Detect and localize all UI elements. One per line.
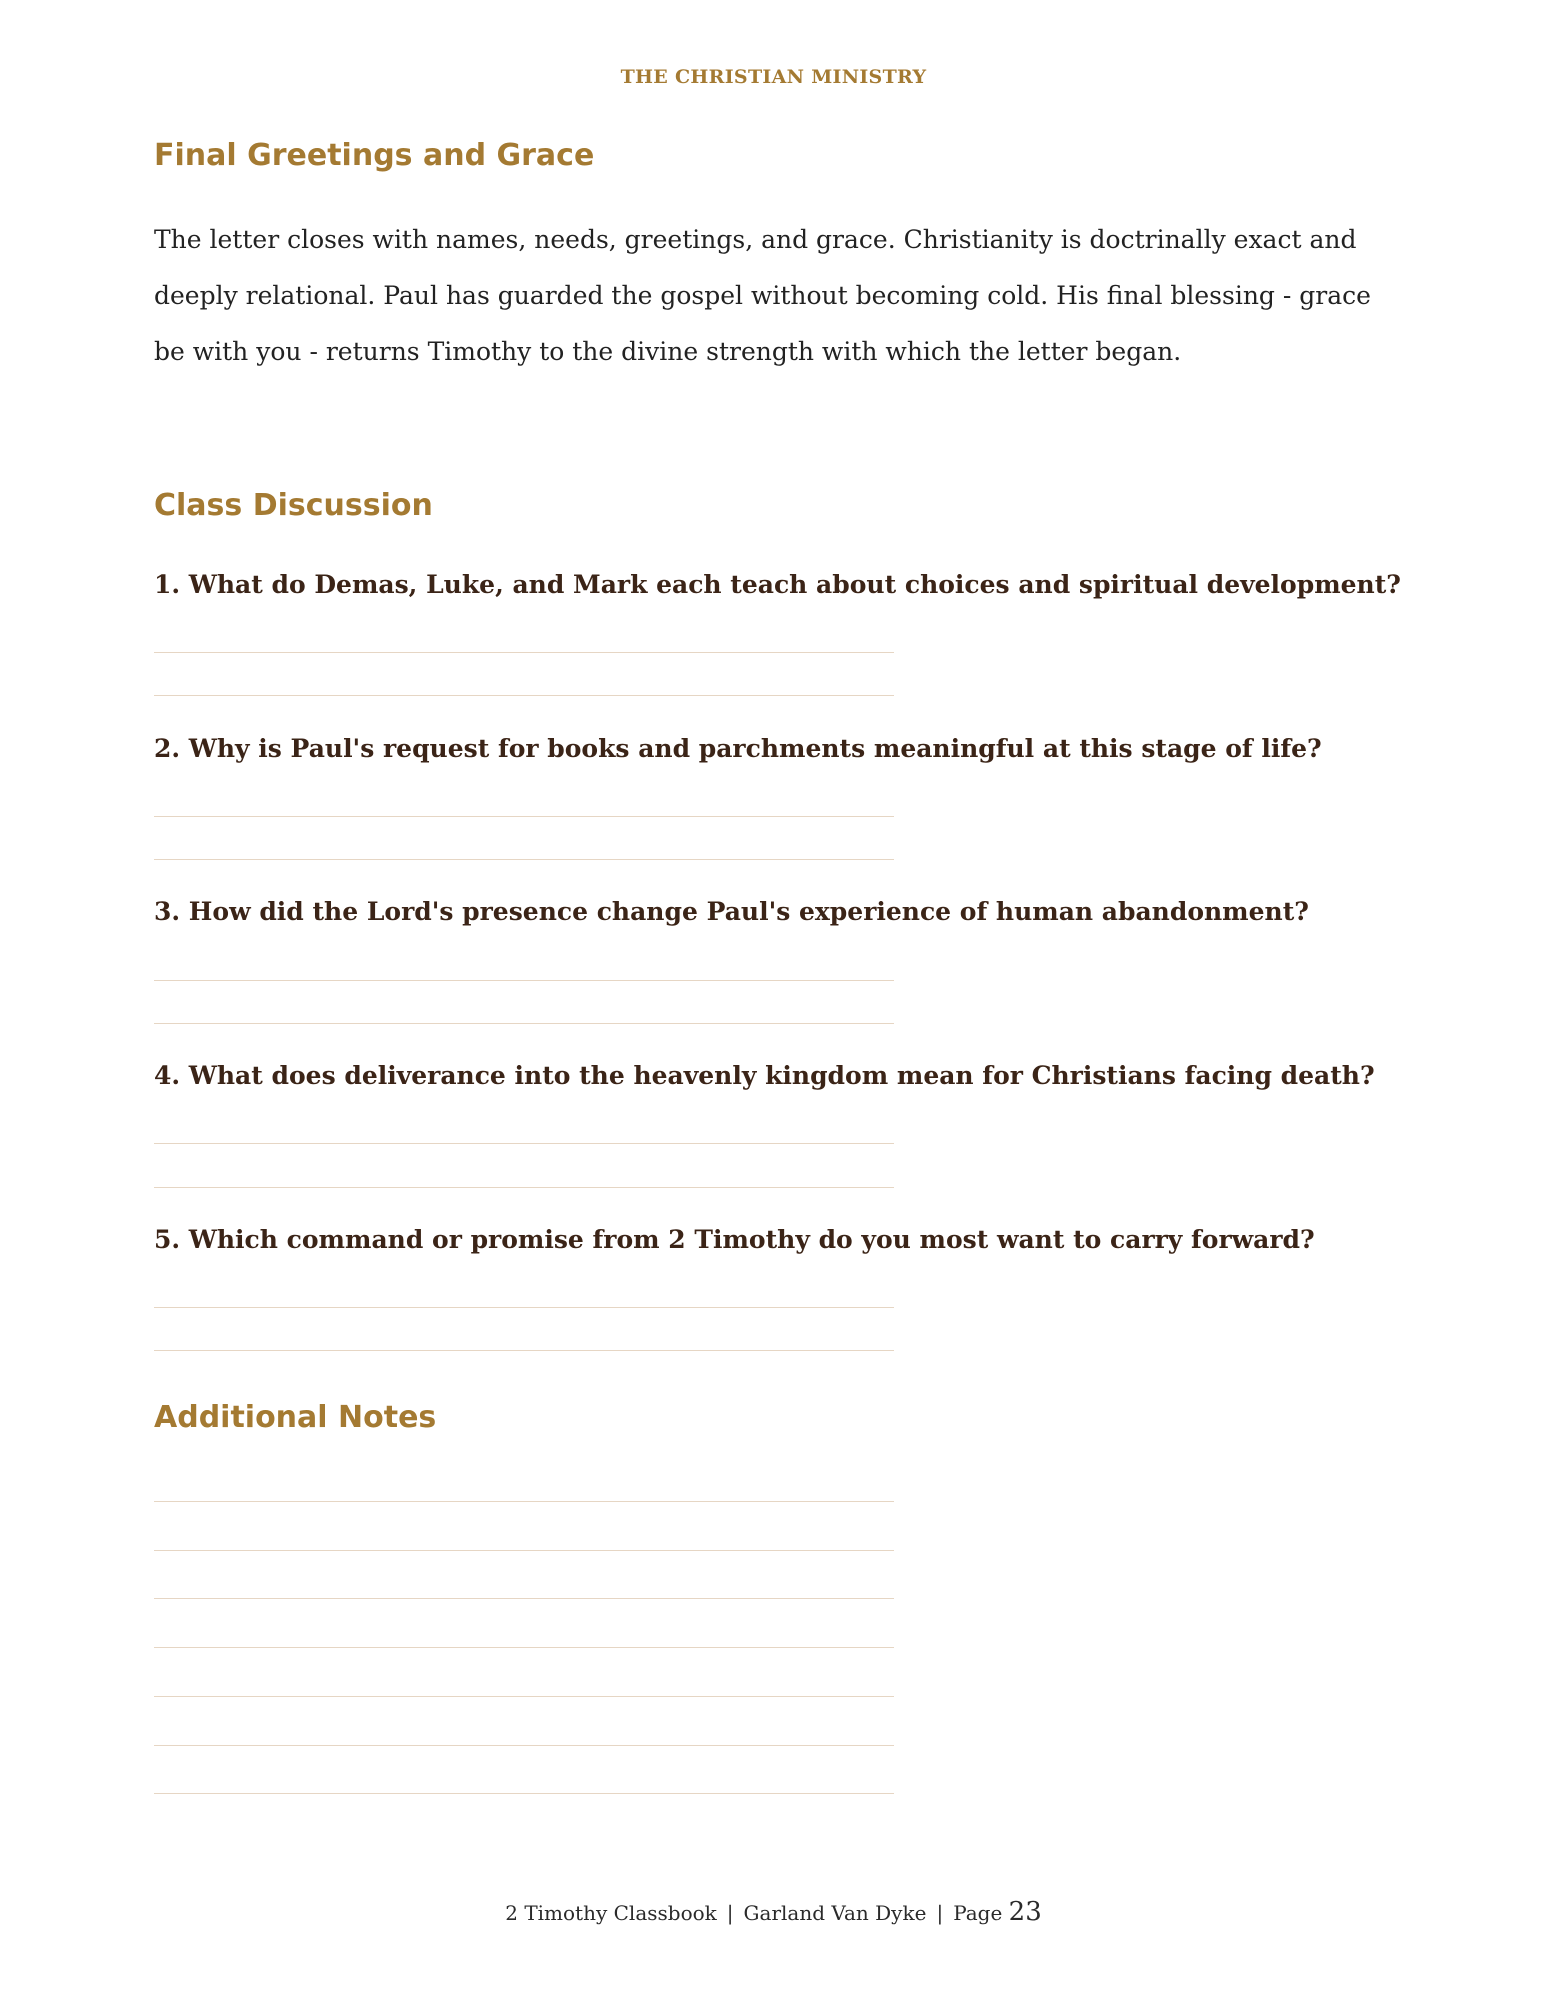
notes-line[interactable] — [154, 1501, 894, 1502]
answer-line[interactable] — [154, 1187, 894, 1188]
footer-page-label: Page — [953, 1901, 1003, 1925]
notes-line[interactable] — [154, 1696, 894, 1697]
heading-class-discussion: Class Discussion — [154, 488, 433, 523]
footer-author: Garland Van Dyke — [743, 1901, 927, 1925]
footer-page-number: 23 — [1008, 1897, 1042, 1927]
heading-additional-notes: Additional Notes — [154, 1400, 437, 1435]
answer-line[interactable] — [154, 816, 894, 817]
answer-line[interactable] — [154, 980, 894, 981]
footer-separator: | — [726, 1901, 734, 1925]
discussion-question-4: 4. What does deliverance into the heavenly kingdom mean for Christians facing death? — [154, 1061, 1375, 1090]
notes-line[interactable] — [154, 1793, 894, 1794]
answer-line[interactable] — [154, 1350, 894, 1351]
notes-line[interactable] — [154, 1550, 894, 1551]
discussion-question-2: 2. Why is Paul's request for books and parchments meaningful at this stage of life? — [154, 734, 1322, 763]
footer-book-title: 2 Timothy Classbook — [505, 1901, 717, 1925]
discussion-question-3: 3. How did the Lord's presence change Paul's experience of human abandonment? — [154, 897, 1309, 926]
footer-separator: | — [936, 1901, 944, 1925]
answer-line[interactable] — [154, 1143, 894, 1144]
page-footer — [0, 1897, 1547, 1927]
answer-line[interactable] — [154, 652, 894, 653]
notes-line[interactable] — [154, 1598, 894, 1599]
final-greetings-paragraph: The letter closes with names, needs, greetings, and grace. Christianity is doctrinally exact and deeply relational. Paul has guarded the gospel without becoming cold. His final blessing - grace be with you - returns Timothy to the divine strength with which the letter began. — [154, 225, 1371, 366]
heading-final-greetings: Final Greetings and Grace — [154, 138, 595, 173]
answer-line[interactable] — [154, 1023, 894, 1024]
notes-line[interactable] — [154, 1647, 894, 1648]
running-header: THE CHRISTIAN MINISTRY — [620, 66, 927, 88]
answer-line[interactable] — [154, 1307, 894, 1308]
discussion-question-1: 1. What do Demas, Luke, and Mark each teach about choices and spiritual development? — [154, 570, 1401, 599]
answer-line[interactable] — [154, 695, 894, 696]
discussion-question-5: 5. Which command or promise from 2 Timothy do you most want to carry forward? — [154, 1225, 1315, 1254]
notes-line[interactable] — [154, 1745, 894, 1746]
answer-line[interactable] — [154, 859, 894, 860]
